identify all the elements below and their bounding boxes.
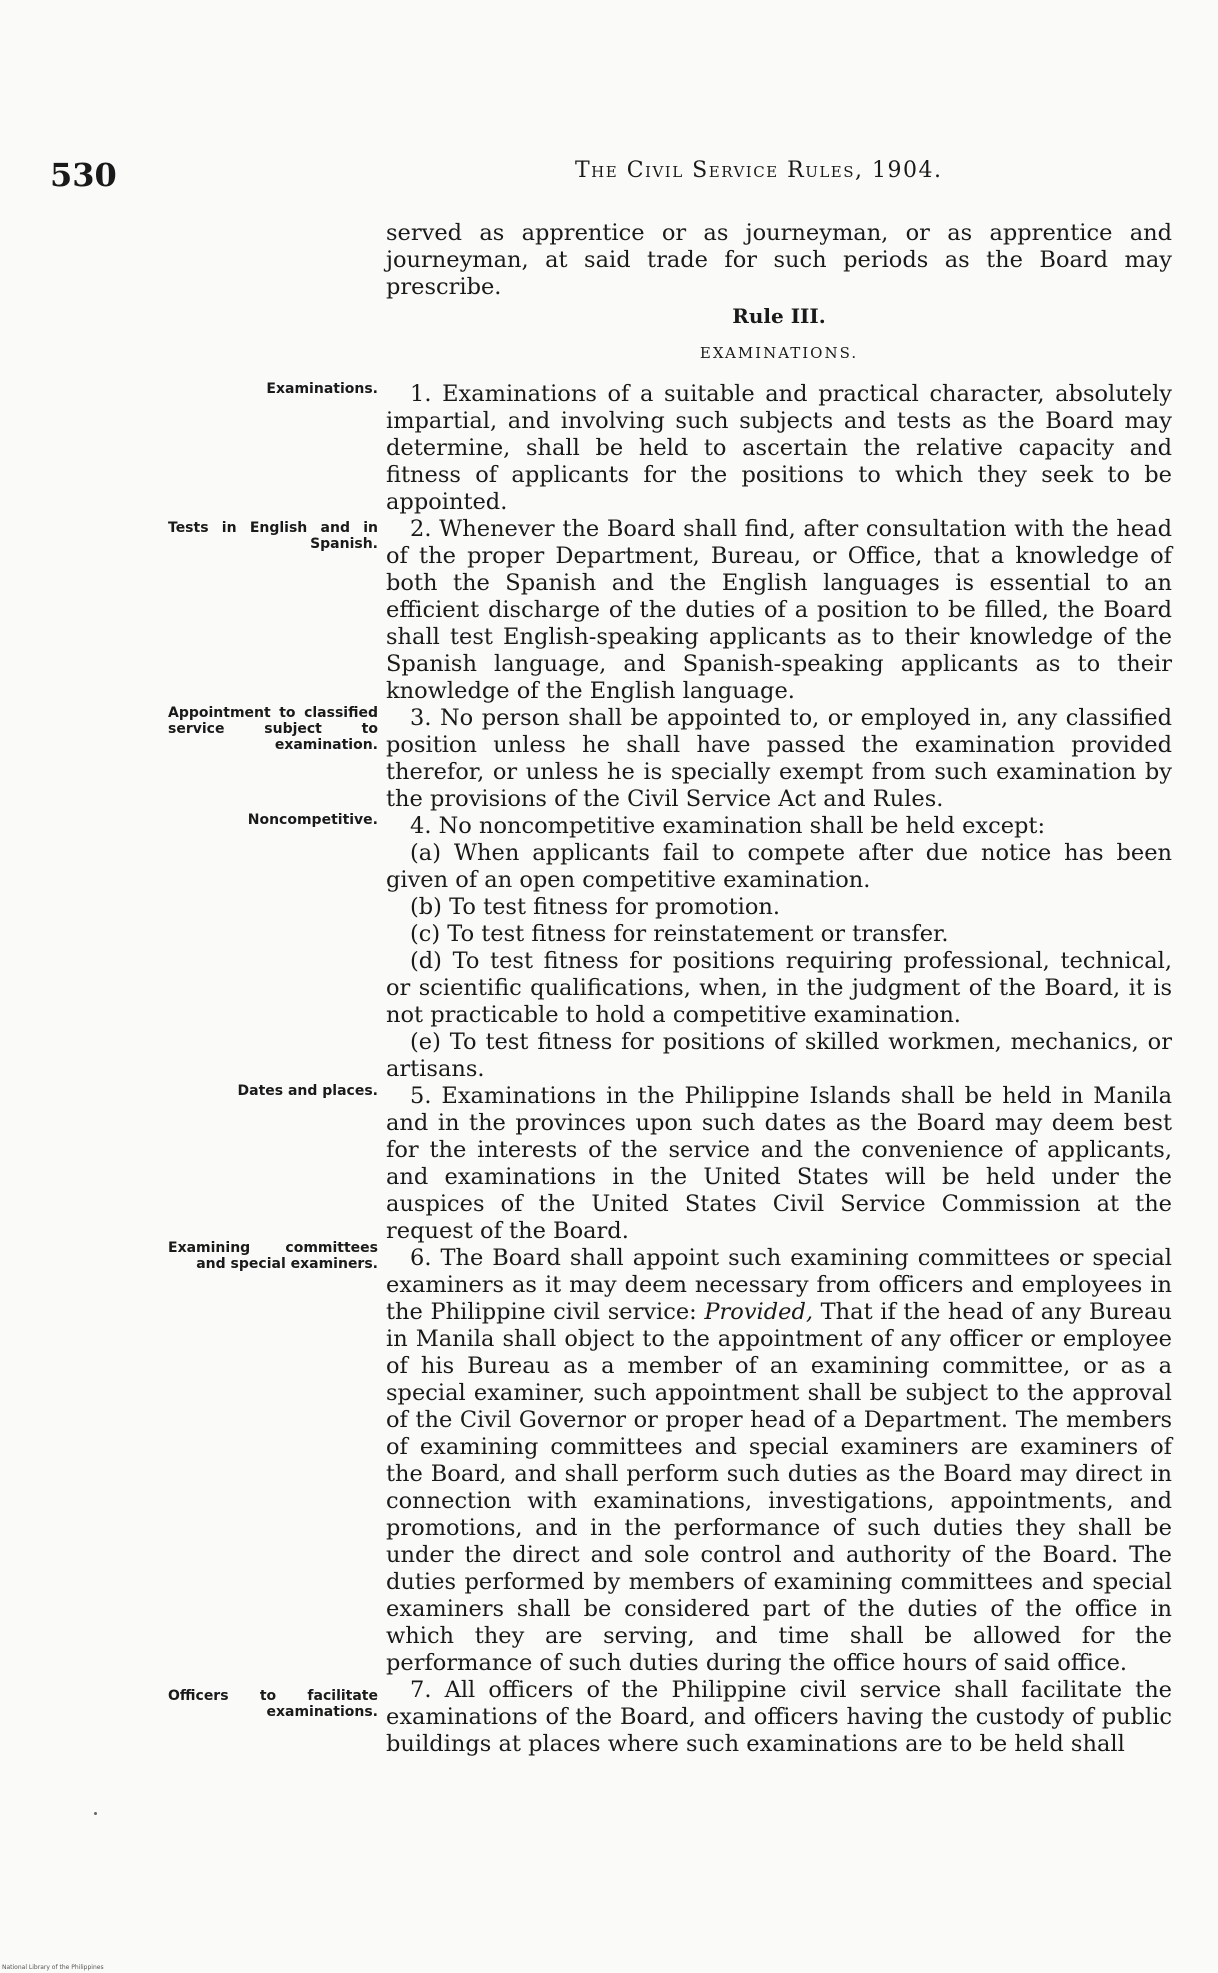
scan-footer: National Library of the Philippines bbox=[2, 1964, 104, 1971]
margin-note-appointment: Appointment to classified service subject to examination. bbox=[168, 705, 378, 753]
section-title: EXAMINATIONS. bbox=[699, 344, 859, 362]
margin-note-examining-committees: Examining committees and special examiners. bbox=[168, 1240, 378, 1272]
paragraph-2: 2. Whenever the Board shall find, after consultation with the head of the proper Department, Bureau, or Office, that a knowledge of both the Spanish and the English languages is essential to an efficient discharge of the duties of a position to be filled, the Board shall test English-speaking applicants as to their knowledge of the Spanish language, and Spanish-speaking applicants as to their knowledge of the English language. bbox=[386, 516, 1172, 704]
paragraph-4e: (e) To test fitness for positions of skilled workmen, mechanics, or artisans. bbox=[386, 1029, 1172, 1082]
margin-note-officers-facilitate: Officers to facilitate examinations. bbox=[168, 1688, 378, 1720]
paragraph-continuation: served as apprentice or as journeyman, or as apprentice and journeyman, at said trade for such periods as the Board may prescribe. bbox=[386, 220, 1172, 300]
running-head: The Civil Service Rules, 1904. bbox=[575, 158, 943, 183]
rule-title: Rule III. bbox=[732, 304, 826, 328]
paragraph-5: 5. Examinations in the Philippine Islands shall be held in Manila and in the provinces upon such dates as the Board may deem best for the interests of the service and the convenience of applicants, and examinations in the United States will be held under the auspices of the United States Civil Service Commission at the request of the Board. bbox=[386, 1083, 1172, 1244]
margin-note-tests-english-spanish: Tests in English and in Spanish. bbox=[168, 520, 378, 552]
paragraph-4b: (b) To test fitness for promotion. bbox=[410, 894, 781, 920]
paragraph-6 bbox=[386, 1245, 1172, 1677]
paragraph-4d: (d) To test fitness for positions requiring professional, technical, or scientific qualifications, when, in the judgment of the Board, it is not practicable to hold a competitive examination. bbox=[386, 948, 1172, 1028]
paragraph-6-part-2: That if the head of any Bureau in Manila shall object to the appointment of any officer or employee of his Bureau as a member of an examining committee, or as a special examiner, such appointment shall be subject to the approval of the Civil Governor or proper head of a Department. The members of examining committees and special examiners are examiners of the Board, and shall perform such duties as the Board may direct in connection with examinations, investigations, appointments, and promotions, and in the performance of such duties they shall be under the direct and sole control and authority of the Board. The duties performed by members of examining committees and special examiners shall be considered part of the duties of the office in which they are serving, and time shall be allowed for the performance of such duties during the office hours of said office. bbox=[386, 1299, 1172, 1676]
page-number: 530 bbox=[50, 156, 117, 194]
margin-note-noncompetitive: Noncompetitive. bbox=[247, 812, 378, 828]
paragraph-3: 3. No person shall be appointed to, or employed in, any classified position unless he shall have passed the examination provided therefor, or unless he is specially exempt from such examination by the provisions of the Civil Service Act and Rules. bbox=[386, 705, 1172, 812]
paragraph-4: 4. No noncompetitive examination shall be held except: bbox=[410, 813, 1046, 839]
paragraph-4a: (a) When applicants fail to compete after due notice has been given of an open competitive examination. bbox=[386, 840, 1172, 893]
paragraph-6-provided: Provided, bbox=[704, 1299, 814, 1325]
margin-note-dates-places: Dates and places. bbox=[237, 1083, 378, 1099]
paragraph-7: 7. All officers of the Philippine civil service shall facilitate the examinations of the Board, and officers having the custody of public buildings at places where such examinations are to be held shall bbox=[386, 1677, 1172, 1757]
margin-note-examinations: Examinations. bbox=[266, 381, 378, 397]
ink-speck bbox=[94, 1812, 97, 1815]
text-column bbox=[386, 220, 1172, 1758]
paragraph-6-part-1: 6. The Board shall appoint such examining committees or special examiners as it may deem necessary from officers and employees in the Philippine civil service: bbox=[386, 1245, 1172, 1325]
paragraph-4c: (c) To test fitness for reinstatement or transfer. bbox=[410, 921, 949, 947]
paragraph-1: 1. Examinations of a suitable and practical character, absolutely impartial, and involving such subjects and tests as the Board may determine, shall be held to ascertain the relative capacity and fitness of applicants for the positions to which they seek to be appointed. bbox=[386, 381, 1172, 515]
